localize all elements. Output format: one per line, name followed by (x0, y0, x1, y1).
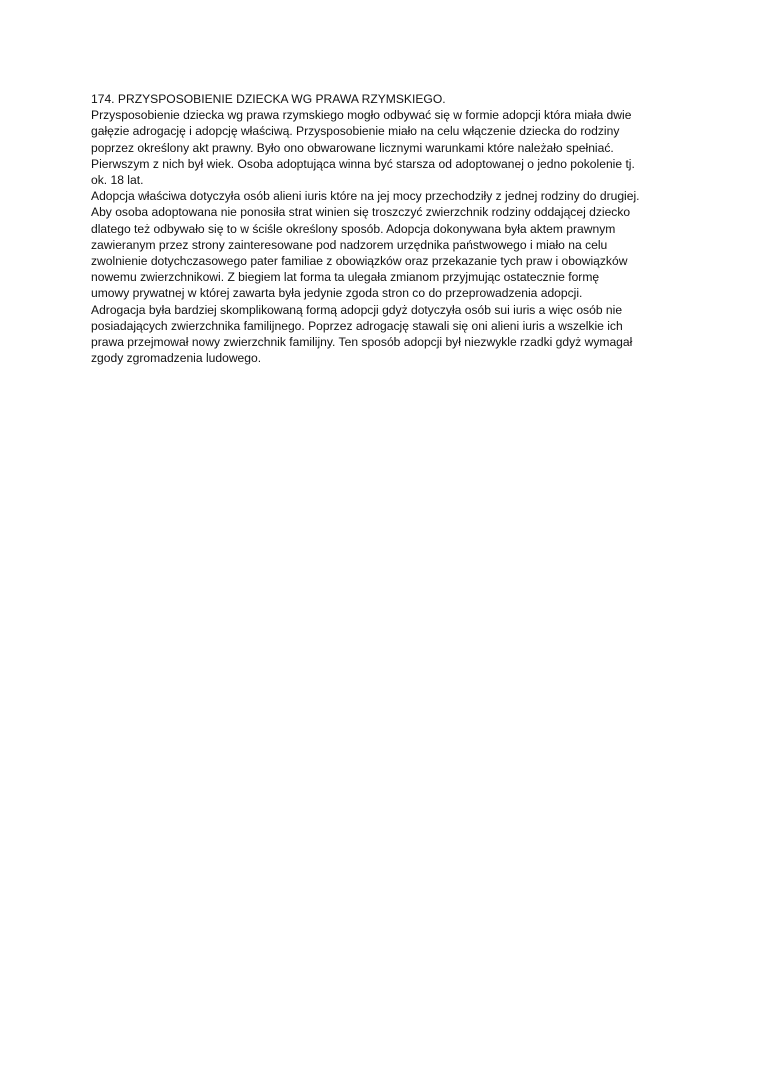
text-line-11: nowemu zwierzchnikowi. Z biegiem lat forma ta ulegała zmianom przyjmując ostatecznie formę (91, 270, 600, 285)
text-line-6: Adopcja właściwa dotyczyła osób alieni iuris które na jej mocy przechodziły z jednej rodziny do drugiej. (91, 189, 640, 204)
text-line-3: poprzez określony akt prawny. Było ono obwarowane licznymi warunkami które należało spełniać. (91, 140, 614, 155)
text-line-8: dlatego też odbywało się to w ściśle określony sposób. Adopcja dokonywana była aktem prawnym (91, 221, 616, 236)
text-line-12: umowy prywatnej w której zawarta była jedynie zgoda stron co do przeprowadzenia adopcji. (91, 286, 583, 301)
text-line-15: prawa przejmował nowy zwierzchnik familijny. Ten sposób adopcji był niezwykle rzadki gdyż wymagał (91, 335, 633, 350)
text-line-5: ok. 18 lat. (91, 173, 144, 188)
document-text (91, 91, 691, 366)
text-line-2: gałęzie adrogację i adopcję właściwą. Przysposobienie miało na celu włączenie dziecka do rodziny (91, 124, 620, 139)
text-line-1: Przysposobienie dziecka wg prawa rzymskiego mogło odbywać się w formie adopcji która miała dwie (91, 108, 632, 123)
text-line-9: zawieranym przez strony zainteresowane pod nadzorem urzędnika państwowego i miało na celu (91, 237, 608, 252)
text-line-13: Adrogacja była bardziej skomplikowaną formą adopcji gdyż dotyczyła osób sui iuris a więc osób nie (91, 302, 623, 317)
text-line-16: zgody zgromadzenia ludowego. (91, 351, 262, 366)
text-line-4: Pierwszym z nich był wiek. Osoba adoptująca winna być starsza od adoptowanej o jedno pokolenie tj. (91, 156, 635, 171)
text-line-7: Aby osoba adoptowana nie ponosiła strat winien się troszczyć zwierzchnik rodziny oddającej dziecko (91, 205, 631, 220)
document-heading: 174. PRZYSPOSOBIENIE DZIECKA WG PRAWA RZYMSKIEGO. (91, 92, 446, 106)
text-line-14: posiadających zwierzchnika familijnego. Poprzez adrogację stawali się oni alieni iuris a wszelkie ich (91, 318, 623, 333)
text-line-10: zwolnienie dotychczasowego pater familiae z obowiązków oraz przekazanie tych praw i obowiązków (91, 254, 628, 269)
